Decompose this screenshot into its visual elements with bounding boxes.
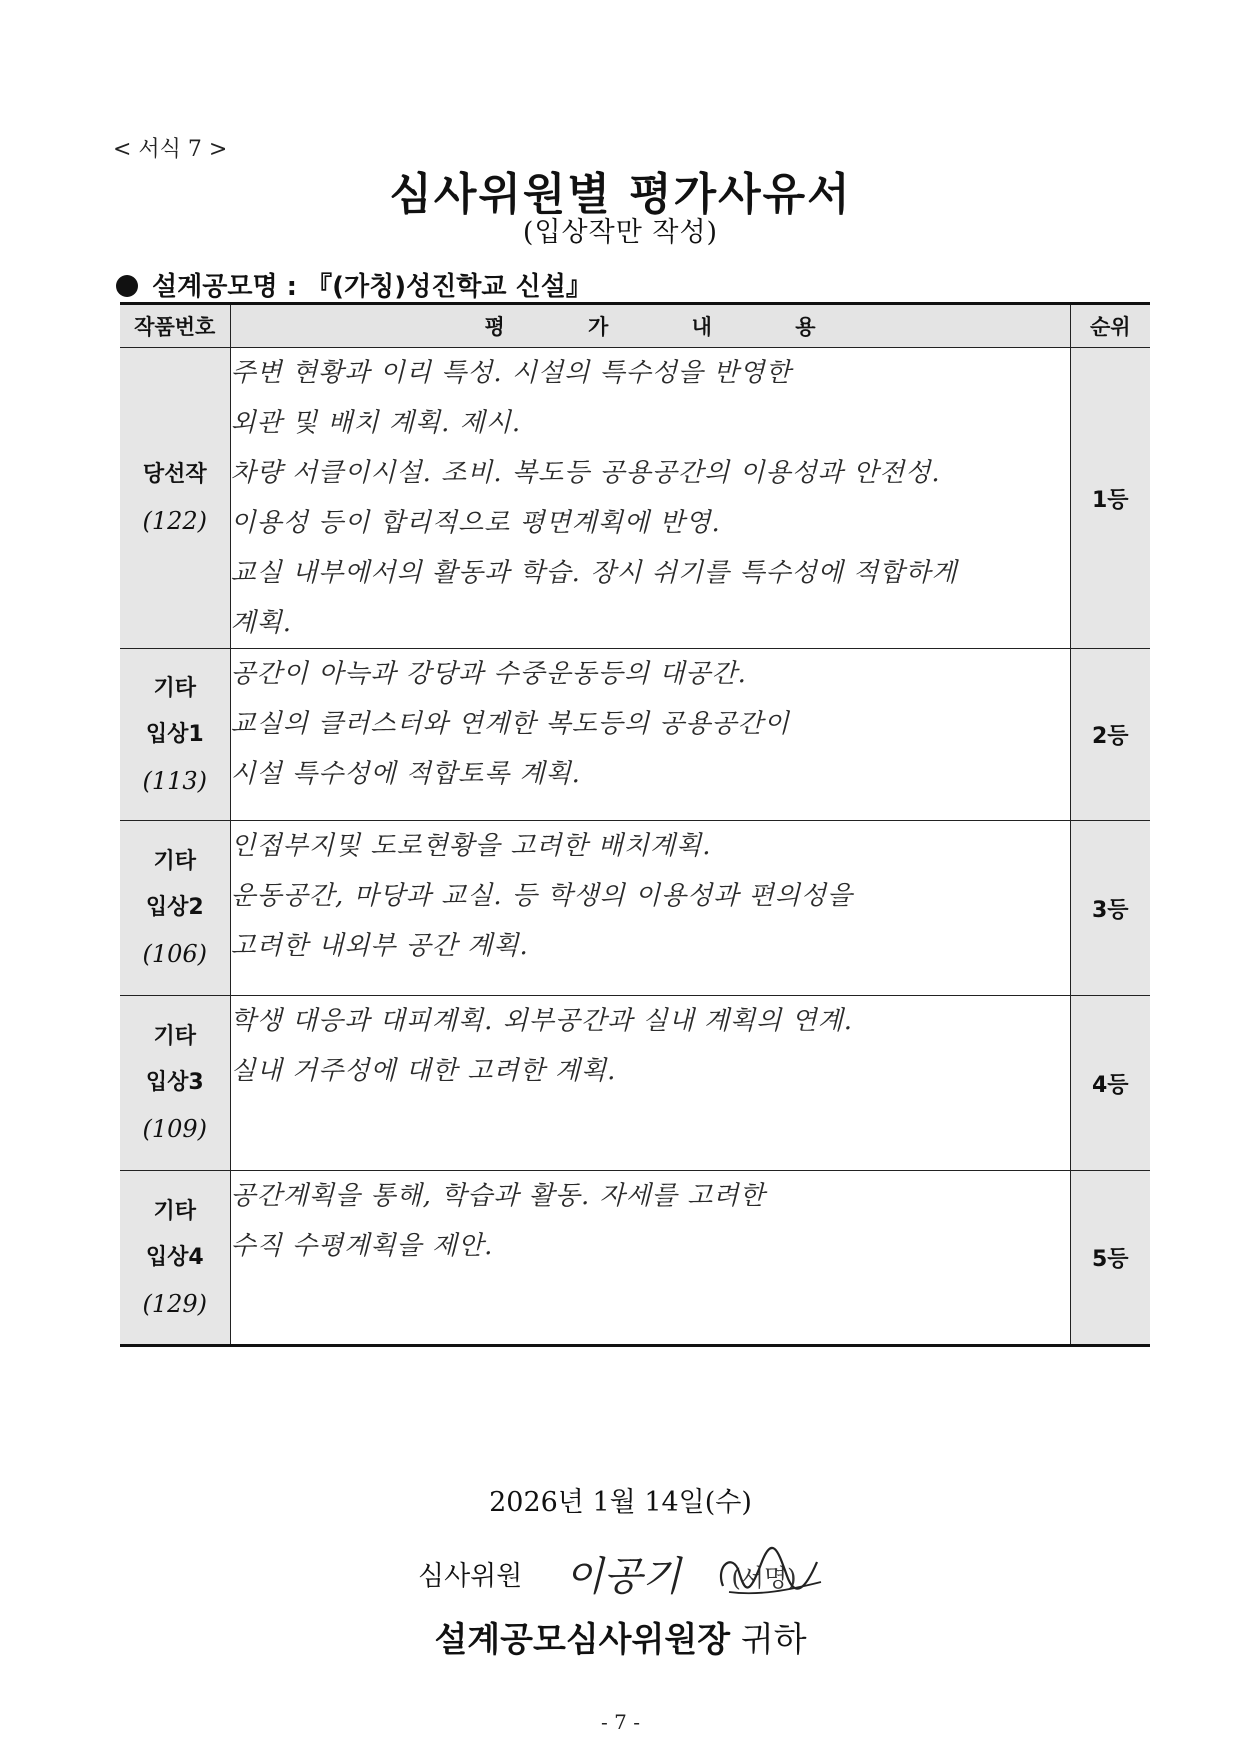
table-row (120, 348, 1150, 649)
page-title: 심사위원별 평가사유서 (389, 169, 852, 220)
handwritten-line: 외관 및 배치 계획. 제시. (230, 408, 522, 438)
award-label: 입상1 (145, 721, 204, 747)
work-number-cell (120, 821, 230, 996)
evaluation-content-cell (230, 649, 1070, 821)
handwritten-line: 고려한 내외부 공간 계획. (230, 931, 529, 961)
handwritten-line: 교실 내부에서의 활동과 학습. 장시 쉬기를 특수성에 적합하게 (230, 558, 958, 588)
handwritten-line: 운동공간, 마당과 교실. 등 학생의 이용성과 편의성을 (230, 881, 854, 911)
handwritten-line: 교실의 클러스터와 연계한 복도등의 공용공간이 (230, 709, 790, 739)
page-subtitle: (입상작만 작성) (522, 217, 719, 248)
award-label: 입상4 (145, 1244, 204, 1270)
evaluation-content-cell (230, 821, 1070, 996)
table-row (120, 996, 1150, 1171)
work-number-cell (120, 348, 230, 649)
rank-cell: 5등 (1070, 1171, 1150, 1346)
signature-mark (709, 1546, 829, 1602)
table-row (120, 1171, 1150, 1346)
handwritten-line: 공간이 아늑과 강당과 수중운동등의 대공간. (230, 659, 747, 689)
award-label: 당선작 (142, 462, 207, 487)
table-row (120, 649, 1150, 821)
handwritten-line: 학생 대응과 대피계획. 외부공간과 실내 계획의 연계. (230, 1006, 854, 1036)
handwritten-line: 이용성 등이 합리적으로 평면계획에 반영. (230, 508, 721, 538)
rank-cell: 1등 (1070, 348, 1150, 649)
addressee (0, 1612, 1241, 1661)
header-work-number: 작품번호 (120, 304, 230, 348)
evaluation-content-cell (230, 996, 1070, 1171)
signature-scribble-icon (709, 1546, 829, 1602)
contest-name-text: 설계공모명 : 『(가칭)성진학교 신설』 (152, 272, 592, 302)
handwritten-line: 시설 특수성에 적합토록 계획. (230, 759, 581, 789)
evaluation-table (120, 302, 1150, 1347)
page-number: - 7 - (601, 1710, 640, 1734)
work-number: (122) (142, 507, 208, 535)
work-number: (109) (142, 1115, 208, 1143)
handwritten-line: 실내 거주성에 대한 고려한 계획. (230, 1056, 617, 1086)
work-number: (113) (142, 766, 208, 795)
addressee-title: 설계공모심사위원장 (434, 1620, 731, 1660)
award-label: 기타 (153, 849, 196, 874)
sign-label: (서명) (731, 1563, 797, 1592)
award-label: 기타 (153, 1024, 196, 1049)
addressee-suffix: 귀하 (740, 1620, 807, 1660)
work-number-cell (120, 649, 230, 821)
judge-label: 심사위원 (418, 1561, 523, 1592)
award-label: 기타 (153, 675, 196, 701)
table-header-row (120, 304, 1150, 348)
work-number-cell (120, 996, 230, 1171)
header-rank: 순위 (1070, 304, 1150, 348)
evaluation-content-cell (230, 348, 1070, 649)
award-label: 기타 (153, 1198, 196, 1224)
handwritten-line: 계획. (230, 608, 292, 638)
header-content: 평 가 내 용 (230, 304, 1070, 348)
form-number: < 서식 7 > (113, 137, 228, 162)
work-number: (106) (142, 940, 208, 968)
judge-signature-line (418, 1545, 829, 1605)
table-row (120, 821, 1150, 996)
handwritten-line: 수직 수평계획을 제안. (230, 1231, 494, 1261)
handwritten-signature-name: 이공기 (564, 1554, 681, 1600)
handwritten-line: 인접부지및 도로현황을 고려한 배치계획. (230, 831, 712, 861)
handwritten-line: 차량 서클이시설. 조비. 복도등 공용공간의 이용성과 안전성. (230, 458, 941, 488)
evaluation-content-cell (230, 1171, 1070, 1346)
handwritten-line: 주변 현황과 이리 특성. 시설의 특수성을 반영한 (230, 358, 792, 388)
contest-name (116, 266, 592, 303)
document-date: 2026년 1월 14일(수) (489, 1487, 752, 1518)
award-label: 입상3 (145, 1070, 204, 1095)
bullet-icon (116, 275, 138, 297)
handwritten-line: 공간계획을 통해, 학습과 활동. 자세를 고려한 (230, 1181, 766, 1211)
work-number-cell (120, 1171, 230, 1346)
rank-cell: 2등 (1070, 649, 1150, 821)
rank-cell: 4등 (1070, 996, 1150, 1171)
award-label: 입상2 (145, 895, 204, 920)
rank-cell: 3등 (1070, 821, 1150, 996)
work-number: (129) (142, 1289, 208, 1318)
